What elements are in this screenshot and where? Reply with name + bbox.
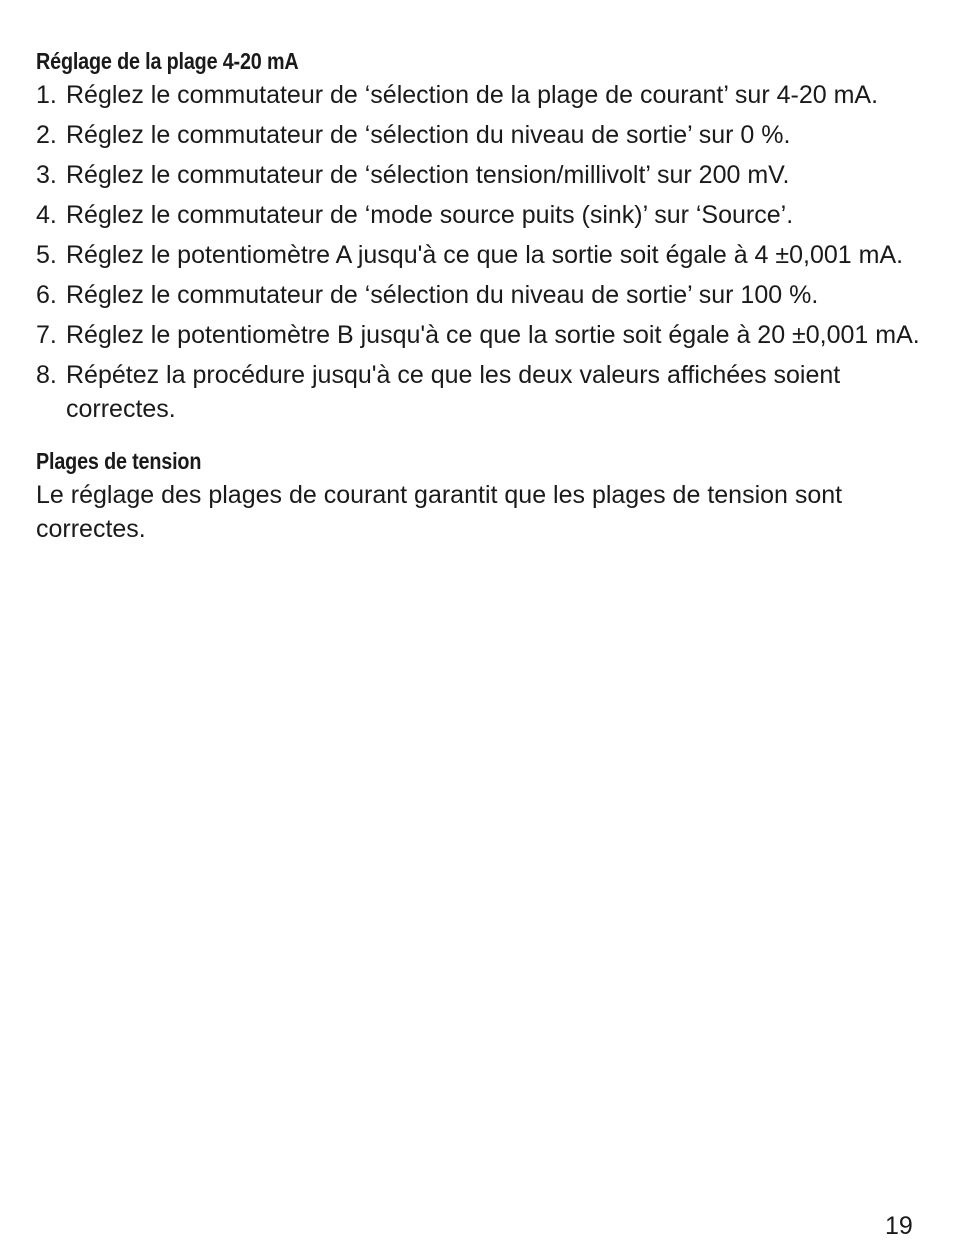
step-text: Réglez le potentiomètre A jusqu'à ce que la sortie soit égale à 4 ±0,001 mA. <box>66 241 904 269</box>
section-heading-voltage-ranges: Plages de tension <box>36 448 202 474</box>
step-text: Réglez le commutateur de ‘sélection de la plage de courant’ sur 4-20 mA. <box>66 81 879 109</box>
voltage-ranges-paragraph: Le réglage des plages de courant garantit que les plages de tension sont correctes. <box>36 481 843 543</box>
procedure-step <box>36 238 926 272</box>
procedure-steps-list <box>36 78 926 426</box>
step-number: 5. <box>36 241 57 269</box>
section-spacer <box>36 432 926 444</box>
procedure-step <box>36 198 926 232</box>
procedure-step <box>36 318 926 352</box>
step-number: 8. <box>36 361 57 389</box>
step-text: Réglez le potentiomètre B jusqu'à ce que la sortie soit égale à 20 ±0,001 mA. <box>66 321 920 349</box>
procedure-step <box>36 358 926 426</box>
step-text: Répétez la procédure jusqu'à ce que les deux valeurs affichées soient correctes. <box>66 361 841 423</box>
procedure-step <box>36 158 926 192</box>
step-number: 2. <box>36 121 57 149</box>
step-number: 4. <box>36 201 57 229</box>
procedure-step <box>36 278 926 312</box>
step-text: Réglez le commutateur de ‘sélection du niveau de sortie’ sur 100 %. <box>66 281 819 309</box>
step-text: Réglez le commutateur de ‘sélection tension/millivolt’ sur 200 mV. <box>66 161 790 189</box>
step-text: Réglez le commutateur de ‘sélection du niveau de sortie’ sur 0 %. <box>66 121 791 149</box>
step-number: 7. <box>36 321 57 349</box>
step-number: 3. <box>36 161 57 189</box>
step-number: 1. <box>36 81 57 109</box>
page-content <box>36 44 926 546</box>
step-number: 6. <box>36 281 57 309</box>
step-text: Réglez le commutateur de ‘mode source puits (sink)’ sur ‘Source’. <box>66 201 794 229</box>
procedure-step <box>36 118 926 152</box>
page-number: 19 <box>885 1212 913 1240</box>
procedure-step <box>36 78 926 112</box>
section-heading-range-4-20ma: Réglage de la plage 4-20 mA <box>36 48 299 74</box>
